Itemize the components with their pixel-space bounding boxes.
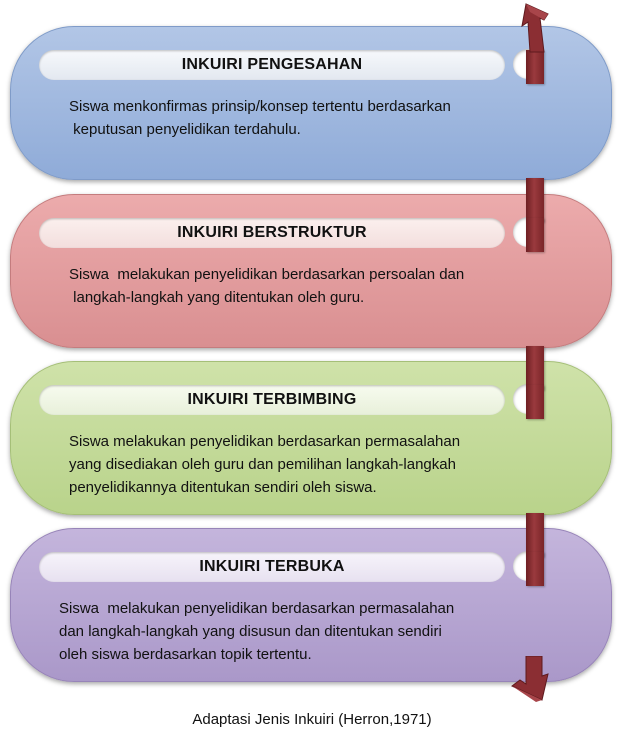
card-description — [59, 597, 519, 666]
card-title: INKUIRI PENGESAHAN — [181, 56, 363, 73]
description-line: Siswa melakukan penyelidikan berdasarkan permasalahan — [59, 600, 455, 617]
connector-strip — [526, 385, 544, 419]
description-line: keputusan penyelidikan terdahulu. — [69, 121, 301, 138]
description-line: Siswa melakukan penyelidikan berdasarkan persoalan dan — [69, 266, 465, 283]
card-title: INKUIRI TERBUKA — [199, 558, 345, 575]
card-title: INKUIRI BERSTRUKTUR — [177, 224, 367, 241]
description-line: penyelidikannya ditentukan sendiri oleh siswa. — [69, 479, 377, 496]
inquiry-card-terbimbing — [10, 361, 612, 515]
card-title: INKUIRI TERBIMBING — [187, 391, 357, 408]
arrow-up-icon — [500, 0, 560, 56]
card-description — [69, 95, 529, 141]
description-line: oleh siswa berdasarkan topik tertentu. — [59, 646, 312, 663]
figure-caption: Adaptasi Jenis Inkuiri (Herron,1971) — [192, 711, 432, 728]
inquiry-card-berstruktur — [10, 194, 612, 348]
description-line: dan langkah-langkah yang disusun dan ditentukan sendiri — [59, 623, 442, 640]
arrow-down-icon — [502, 656, 558, 706]
card-description — [69, 263, 529, 309]
description-line: langkah-langkah yang ditentukan oleh guru. — [69, 289, 365, 306]
connector-strip — [526, 346, 544, 390]
card-title-pill — [39, 50, 505, 80]
card-title-pill — [39, 552, 505, 582]
description-line: Siswa menkonfirmas prinsip/konsep tertentu berdasarkan — [69, 98, 451, 115]
card-description — [69, 430, 529, 499]
connector-strip — [526, 218, 544, 252]
card-title-pill — [39, 385, 505, 415]
connector-strip — [526, 178, 544, 222]
connector-strip — [526, 552, 544, 586]
description-line: Siswa melakukan penyelidikan berdasarkan permasalahan — [69, 433, 461, 450]
connector-strip — [526, 513, 544, 557]
description-line: yang disediakan oleh guru dan pemilihan langkah-langkah — [69, 456, 456, 473]
card-title-pill — [39, 218, 505, 248]
